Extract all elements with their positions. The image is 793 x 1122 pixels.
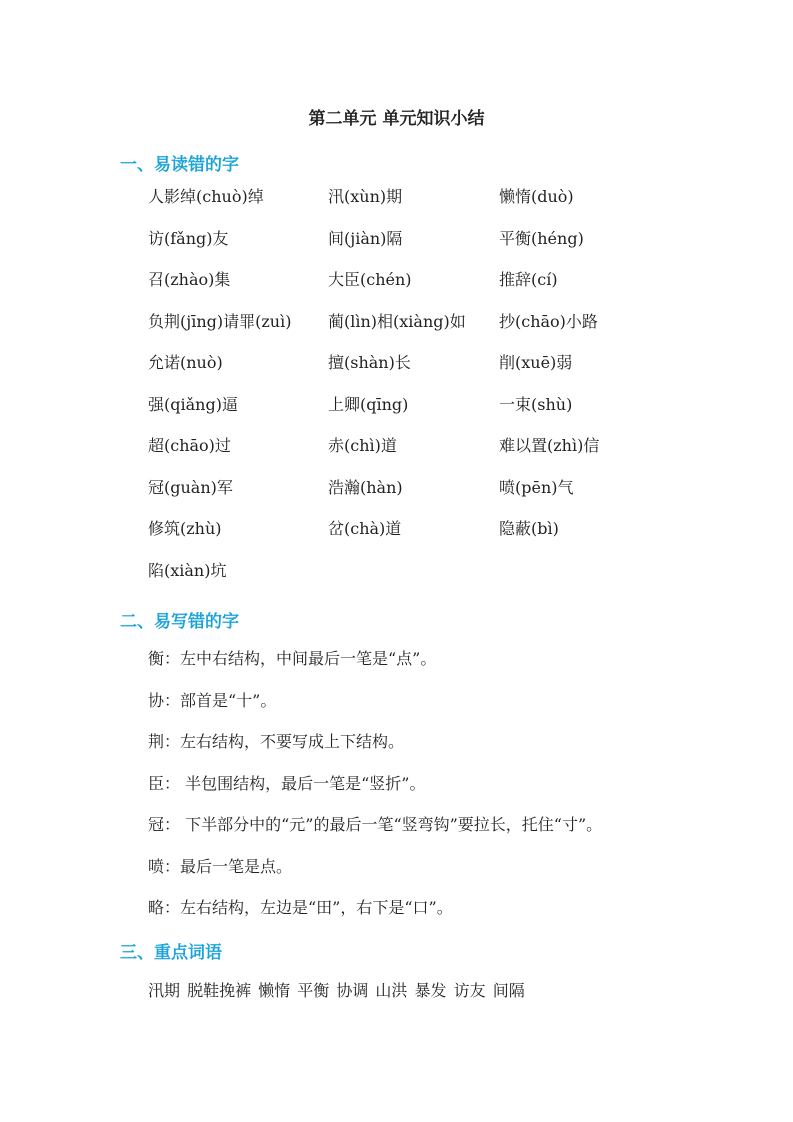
note-line: 衡：左中右结构，中间最后一笔是“点”。 (148, 649, 437, 668)
section-heading-misread: 一、易读错的字 (120, 155, 239, 175)
word-cell: 允诺(nuò) (148, 353, 223, 372)
table-row (148, 186, 748, 228)
word-cell: 平衡(héng) (499, 228, 584, 248)
word-cell: 人影绰(chuò)绰 (148, 187, 264, 206)
table-row (148, 269, 748, 311)
note-line: 喷：最后一笔是点。 (148, 856, 293, 876)
misread-characters-table (148, 186, 748, 601)
word-cell: 抄(chāo)小路 (499, 311, 598, 331)
word-cell: 懒惰(duò) (499, 187, 574, 206)
word-cell: 汛(xùn)期 (328, 187, 403, 206)
table-row (148, 560, 748, 602)
word-cell: 修筑(zhù) (148, 519, 222, 538)
table-row (148, 518, 748, 560)
table-row (148, 477, 748, 519)
word-cell: 超(chāo)过 (148, 436, 231, 455)
word-cell: 岔(chà)道 (328, 519, 402, 538)
word-cell: 推辞(cí) (499, 270, 558, 289)
note-line: 略：左右结构，左边是“田”，右下是“口”。 (148, 898, 453, 917)
word-cell: 蔺(lìn)相(xiàng)如 (328, 311, 466, 331)
word-cell: 陷(xiàn)坑 (148, 560, 227, 580)
miswritten-notes (148, 648, 768, 939)
section-heading-miswritten: 二、易写错的字 (120, 612, 239, 632)
section-heading-key-words: 三、重点词语 (120, 943, 222, 963)
table-row (148, 228, 748, 270)
word-cell: 上卿(qīng) (328, 394, 409, 414)
word-cell: 难以置(zhì)信 (499, 436, 600, 455)
note-line: 臣： 半包围结构，最后一笔是“竖折”。 (148, 773, 426, 793)
page-title: 第二单元 单元知识小结 (308, 109, 485, 129)
key-words-line: 汛期 脱鞋挽裤 懒惰 平衡 协调 山洪 暴发 访友 间隔 (148, 981, 525, 1000)
word-cell: 擅(shàn)长 (328, 353, 411, 372)
word-cell: 冠(guàn)军 (148, 477, 233, 497)
table-row (148, 435, 748, 477)
table-row (148, 311, 748, 353)
table-row (148, 394, 748, 436)
word-cell: 喷(pēn)气 (499, 477, 574, 497)
word-cell: 隐蔽(bì) (499, 519, 559, 538)
word-cell: 削(xuē)弱 (499, 353, 573, 372)
word-cell: 赤(chì)道 (328, 436, 397, 455)
note-line: 协：部首是“十”。 (148, 690, 277, 710)
word-cell: 召(zhào)集 (148, 270, 231, 289)
note-line: 冠： 下半部分中的“元”的最后一笔“竖弯钩”要拉长，托住“寸”。 (148, 815, 603, 834)
word-cell: 负荆(jīng)请罪(zuì) (148, 311, 292, 331)
table-row (148, 352, 748, 394)
word-cell: 访(fǎng)友 (148, 228, 229, 248)
word-cell: 间(jiàn)隔 (328, 228, 403, 248)
word-cell: 强(qiǎng)逼 (148, 394, 238, 414)
word-cell: 大臣(chén) (328, 270, 412, 289)
note-line: 荆：左右结构，不要写成上下结构。 (148, 732, 405, 751)
word-cell: 浩瀚(hàn) (328, 477, 403, 497)
word-cell: 一束(shù) (499, 394, 573, 414)
